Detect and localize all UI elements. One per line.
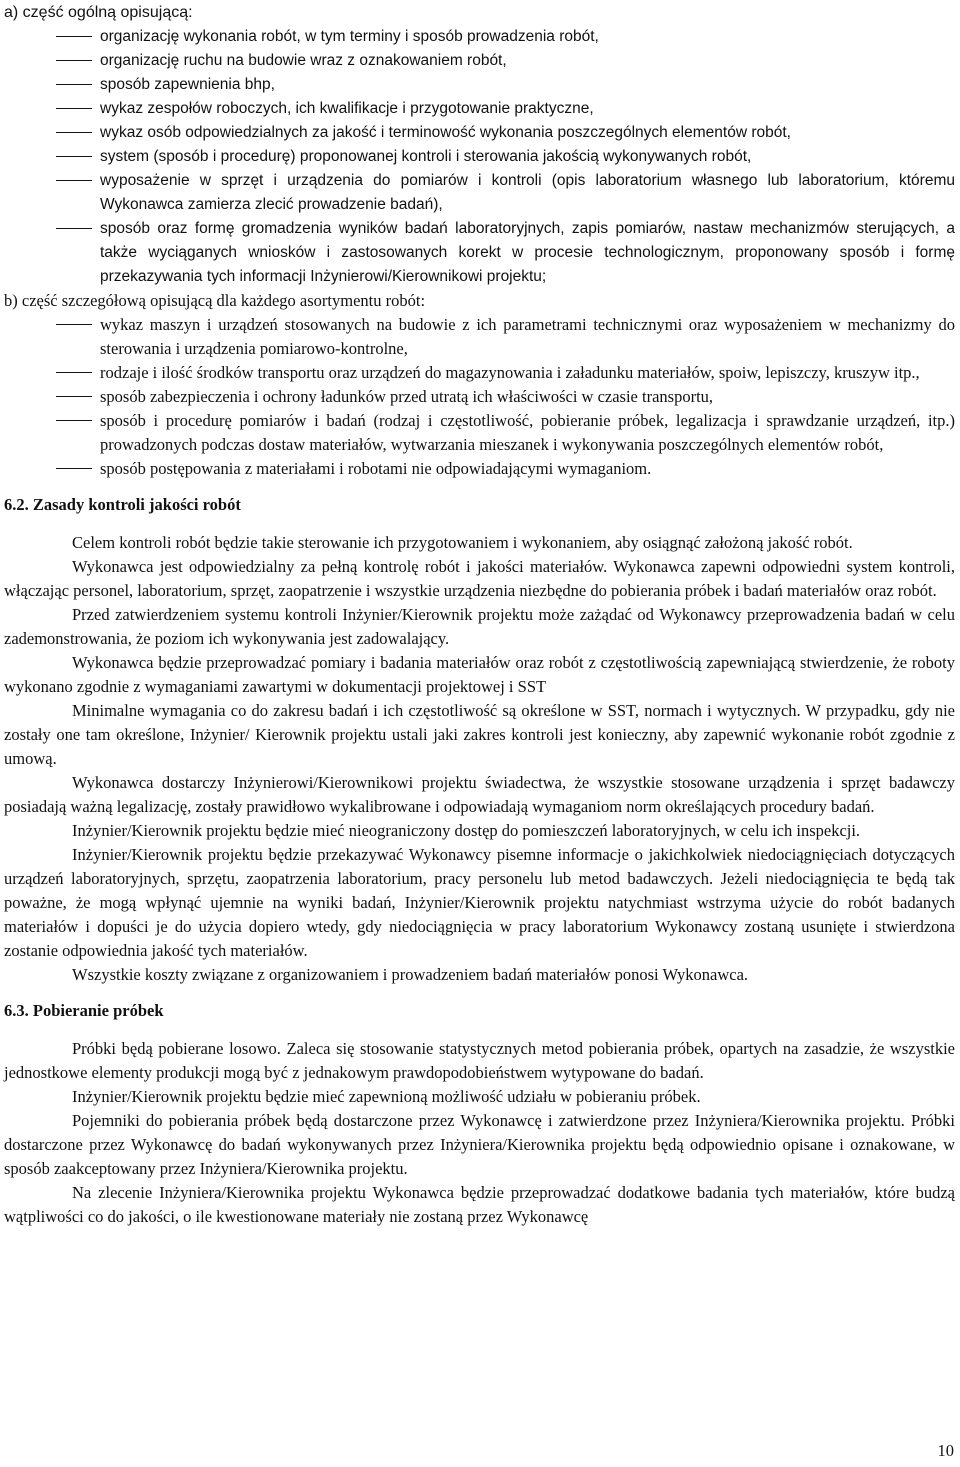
paragraph: Minimalne wymagania co do zakresu badań i ich częstotliwość są określone w SST, normach i wytycznych. W przypadku, gdy nie zostały one tam określone, Inżynier/ Kierownik projektu ustali jaki zakres kontroli jest konieczny, aby zapewnić wykonanie robót zgodnie z umową.: [4, 701, 955, 768]
list-item: wyposażenie w sprzęt i urządzenia do pomiarów i kontroli (opis laboratorium własnego lub laboratorium, któremu Wykonawca zamierza zlecić prowadzenie badań),: [4, 169, 955, 217]
list-item: sposób oraz formę gromadzenia wyników badań laboratoryjnych, zapis pomiarów, nastaw mechanizmów sterujących, a także wyciąganych wniosków i zastosowanych korekt w procesie technologicznym, proponowany sposób i formę przekazywania tych informacji Inżynierowi/Kierownikowi projektu;: [4, 217, 955, 289]
paragraph: Przed zatwierdzeniem systemu kontroli Inżynier/Kierownik projektu może zażądać od Wykonawcy przeprowadzenia badań w celu zademonstrowania, że poziom ich wykonywania jest zadowalający.: [4, 605, 955, 648]
list-item: sposób zapewnienia bhp,: [4, 73, 955, 97]
section-heading-6-3: 6.3. Pobieranie próbek: [4, 1001, 164, 1020]
paragraph: Inżynier/Kierownik projektu będzie przekazywać Wykonawcy pisemne informacje o jakichkolwiek niedociągnięciach dotyczących urządzeń laboratoryjnych, sprzętu, zaopatrzenia laboratorium, pracy personelu lub metod badawczych. Jeżeli niedociągnięcia te będą tak poważne, że mogą wpłynąć ujemnie na wyniki badań, Inżynier/Kierownik projektu natychmiast wstrzyma użycie do robót badanych materiałów i dopuści je do użycia dopiero wtedy, gdy niedociągnięcia w pracy laboratorium Wykonawcy zostaną usunięte i stwierdzona zostanie odpowiednia jakość tych materiałów.: [4, 845, 955, 960]
list-item: wykaz osób odpowiedzialnych za jakość i terminowość wykonania poszczególnych elementów robót,: [4, 121, 955, 145]
paragraph: Pojemniki do pobierania próbek będą dostarczone przez Wykonawcę i zatwierdzone przez Inżyniera/Kierownika projektu. Próbki dostarczone przez Wykonawcę do badań wykonywanych przez Inżyniera/Kierownika projektu będą odpowiednio opisane i oznakowane, w sposób zaakceptowany przez Inżyniera/Kierownika projektu.: [4, 1111, 955, 1178]
paragraph: Wykonawca będzie przeprowadzać pomiary i badania materiałów oraz robót z częstotliwością zapewniającą stwierdzenie, że roboty wykonano zgodnie z wymaganiami zawartymi w dokumentacji projektowej i SST: [4, 653, 955, 696]
list-item: wykaz maszyn i urządzeń stosowanych na budowie z ich parametrami technicznymi oraz wyposażeniem w mechanizmy do sterowania i urządzenia pomiarowo-kontrolne,: [4, 313, 955, 361]
list-item: rodzaje i ilość środków transportu oraz urządzeń do magazynowania i załadunku materiałów, spoiw, lepiszczy, kruszyw itp.,: [4, 361, 955, 385]
paragraph: Wykonawca dostarczy Inżynierowi/Kierownikowi projektu świadectwa, że wszystkie stosowane urządzenia i sprzęt badawczy posiadają ważną legalizację, zostały prawidłowo wykalibrowane i odpowiadają wymaganiom norm określających procedury badań.: [4, 773, 955, 816]
part-b-list: [4, 313, 955, 481]
paragraph: Wszystkie koszty związane z organizowaniem i prowadzeniem badań materiałów ponosi Wykonawca.: [72, 965, 749, 984]
paragraph: Inżynier/Kierownik projektu będzie mieć nieograniczony dostęp do pomieszczeń laboratoryjnych, w celu ich inspekcji.: [72, 821, 861, 840]
list-item: sposób i procedurę pomiarów i badań (rodzaj i częstotliwość, pobieranie próbek, legalizacja i sprawdzanie urządzeń, itp.) prowadzonych podczas dostaw materiałów, wytwarzania mieszanek i wykonywania poszczególnych elementów robót,: [4, 409, 955, 457]
paragraph: Celem kontroli robót będzie takie sterowanie ich przygotowaniem i wykonaniem, aby osiągnąć założoną jakość robót.: [72, 533, 853, 552]
paragraph: Wykonawca jest odpowiedzialny za pełną kontrolę robót i jakości materiałów. Wykonawca zapewni odpowiedni system kontroli, włączając personel, laboratorium, sprzęt, zaopatrzenie i wszystkie urządzenia niezbędne do pobierania próbek i badań materiałów oraz robót.: [4, 557, 955, 600]
list-item: sposób postępowania z materiałami i robotami nie odpowiadającymi wymaganiom.: [4, 457, 955, 481]
part-a-label: a) część ogólną opisującą:: [4, 4, 193, 21]
document-page: [4, 1, 955, 1229]
list-item: wykaz zespołów roboczych, ich kwalifikacje i przygotowanie praktyczne,: [4, 97, 955, 121]
part-b-label: b) część szczegółową opisującą dla każdego asortymentu robót:: [4, 291, 426, 310]
list-item: sposób zabezpieczenia i ochrony ładunków przed utratą ich właściwości w czasie transportu,: [4, 385, 955, 409]
paragraph: Na zlecenie Inżyniera/Kierownika projektu Wykonawca będzie przeprowadzać dodatkowe badania tych materiałów, które budzą wątpliwości co do jakości, o ile kwestionowane materiały nie zostaną przez Wykonawcę: [4, 1183, 955, 1226]
list-item: organizację wykonania robót, w tym terminy i sposób prowadzenia robót,: [4, 25, 955, 49]
part-a-list: [4, 25, 955, 289]
section-heading-6-2: 6.2. Zasady kontroli jakości robót: [4, 495, 241, 514]
paragraph: Inżynier/Kierownik projektu będzie mieć zapewnioną możliwość udziału w pobieraniu próbek.: [72, 1087, 701, 1106]
page-number: 10: [937, 1441, 954, 1460]
list-item: system (sposób i procedurę) proponowanej kontroli i sterowania jakością wykonywanych robót,: [4, 145, 955, 169]
list-item: organizację ruchu na budowie wraz z oznakowaniem robót,: [4, 49, 955, 73]
paragraph: Próbki będą pobierane losowo. Zaleca się stosowanie statystycznych metod pobierania próbek, opartych na zasadzie, że wszystkie jednostkowe elementy produkcji mogą być z jednakowym prawdopodobieństwem wytypowane do badań.: [4, 1039, 955, 1082]
